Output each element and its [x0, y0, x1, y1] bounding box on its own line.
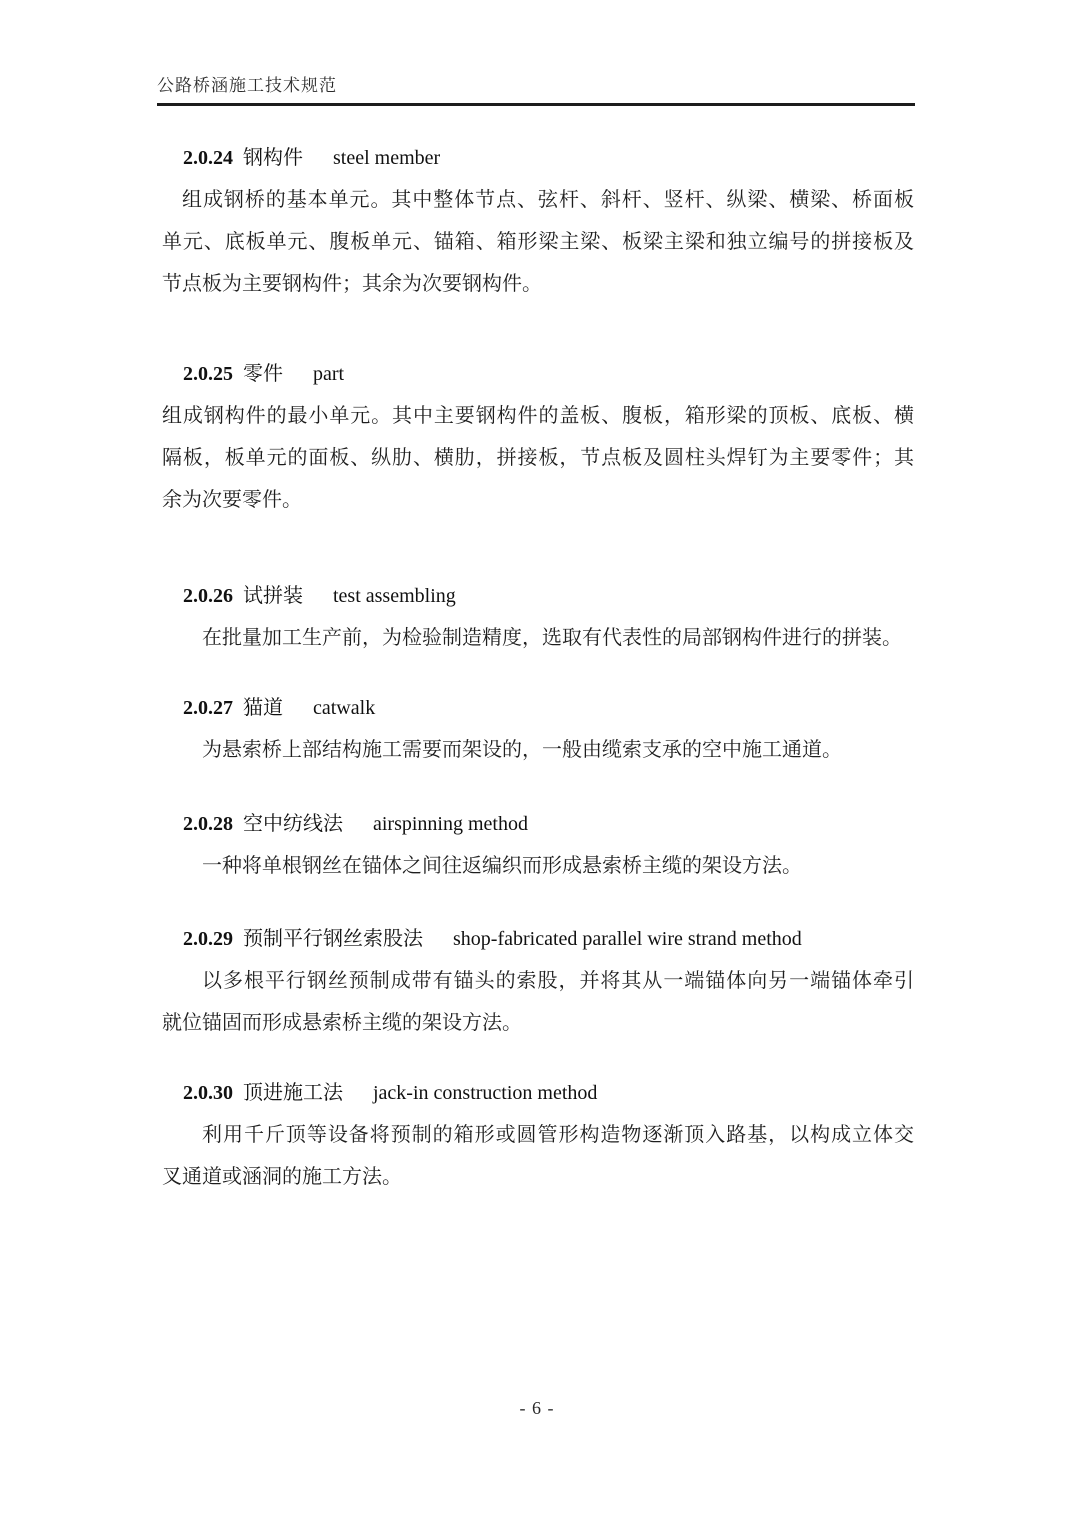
section-term-english: airspinning method — [373, 813, 528, 835]
section-body — [162, 960, 914, 1044]
section-term-english: catwalk — [313, 697, 376, 719]
spec-section — [162, 687, 914, 771]
section-number: 2.0.28 — [183, 813, 233, 835]
section-term-chinese: 预制平行钢丝索股法 — [243, 928, 423, 950]
section-heading — [162, 353, 914, 395]
section-term-english: jack-in construction method — [373, 1082, 598, 1104]
section-term-chinese: 试拼装 — [243, 585, 303, 607]
spec-section — [162, 1072, 914, 1198]
body-line: 一种将单根钢丝在锚体之间往返编织而形成悬索桥主缆的架设方法。 — [202, 855, 802, 877]
section-term-english: steel member — [333, 147, 441, 169]
spec-section — [162, 575, 914, 659]
spec-section — [162, 918, 914, 1044]
section-number: 2.0.25 — [183, 363, 233, 385]
header-title: 公路桥涵施工技术规范 — [157, 76, 337, 95]
section-number: 2.0.26 — [183, 585, 233, 607]
body-line: 叉通道或涵洞的施工方法。 — [162, 1166, 402, 1188]
section-heading — [162, 687, 914, 729]
section-number: 2.0.27 — [183, 697, 233, 719]
body-line: 以多根平行钢丝预制成带有锚头的索股，并将其从一端锚体向另一端锚体牵引 — [202, 970, 914, 992]
section-body — [162, 179, 914, 305]
section-heading — [162, 1072, 914, 1114]
section-number: 2.0.24 — [183, 147, 233, 169]
section-body — [162, 1114, 914, 1198]
body-line: 为悬索桥上部结构施工需要而架设的，一般由缆索支承的空中施工通道。 — [202, 739, 842, 761]
section-body — [162, 845, 914, 887]
section-term-chinese: 零件 — [243, 363, 283, 385]
section-term-chinese: 空中纺线法 — [243, 813, 343, 835]
spec-section — [162, 353, 914, 521]
section-heading — [162, 918, 914, 960]
page-header — [157, 76, 915, 106]
body-line: 在批量加工生产前，为检验制造精度，选取有代表性的局部钢构件进行的拼装。 — [202, 627, 902, 649]
section-term-chinese: 钢构件 — [243, 147, 303, 169]
page-number: - 6 - — [519, 1398, 555, 1418]
section-term-english: test assembling — [333, 585, 456, 607]
section-term-english: part — [313, 363, 345, 385]
section-body — [162, 617, 914, 659]
section-heading — [162, 575, 914, 617]
spec-section — [162, 803, 914, 887]
section-heading — [162, 137, 914, 179]
body-line: 隔板，板单元的面板、纵肋、横肋，拼接板，节点板及圆柱头焊钉为主要零件；其 — [162, 447, 914, 469]
body-line: 利用千斤顶等设备将预制的箱形或圆管形构造物逐渐顶入路基，以构成立体交 — [202, 1124, 914, 1146]
spec-section — [162, 137, 914, 305]
body-line: 组成钢桥的基本单元。其中整体节点、弦杆、斜杆、竖杆、纵梁、横梁、桥面板 — [182, 189, 914, 211]
section-number: 2.0.30 — [183, 1082, 233, 1104]
section-heading — [162, 803, 914, 845]
section-body — [162, 395, 914, 521]
section-body — [162, 729, 914, 771]
body-line: 就位锚固而形成悬索桥主缆的架设方法。 — [162, 1012, 522, 1034]
section-term-english: shop-fabricated parallel wire strand method — [453, 928, 802, 950]
section-term-chinese: 猫道 — [243, 697, 283, 719]
body-line: 余为次要零件。 — [162, 489, 302, 511]
section-number: 2.0.29 — [183, 928, 233, 950]
section-term-chinese: 顶进施工法 — [243, 1082, 343, 1104]
page-footer — [0, 1398, 1074, 1419]
body-line: 组成钢构件的最小单元。其中主要钢构件的盖板、腹板，箱形梁的顶板、底板、横 — [162, 405, 914, 427]
body-line: 节点板为主要钢构件；其余为次要钢构件。 — [162, 273, 542, 295]
body-line: 单元、底板单元、腹板单元、锚箱、箱形梁主梁、板梁主梁和独立编号的拼接板及 — [162, 231, 914, 253]
